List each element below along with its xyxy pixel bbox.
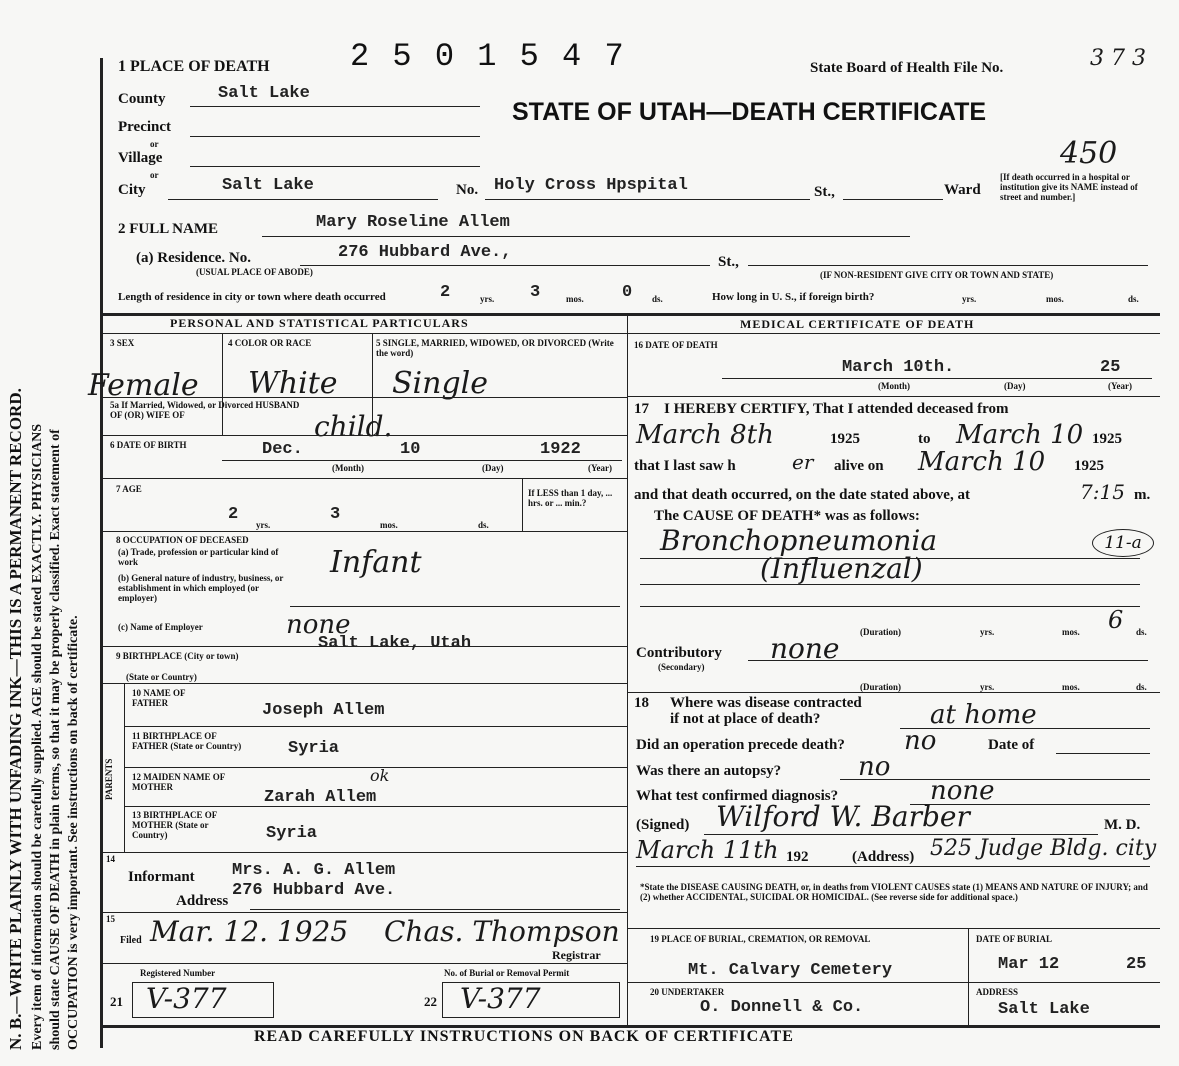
informant-address-value: 276 Hubbard Ave. xyxy=(232,881,396,900)
test-confirmed-value: none xyxy=(930,776,995,806)
informant-address-label: Address xyxy=(176,893,229,909)
street-label: St., xyxy=(814,184,835,200)
date-of-death-label: 16 DATE OF DEATH xyxy=(634,340,718,350)
age-years: 2 xyxy=(228,505,239,524)
place-of-death-label: 1 PLACE OF DEATH xyxy=(118,58,270,75)
dob-year: 1922 xyxy=(540,440,581,459)
attended-from: March 8th xyxy=(636,420,774,450)
certify-statement: I HEREBY CERTIFY, That I attended deceased from xyxy=(664,401,1009,417)
registered-number-label: Registered Number xyxy=(140,968,216,978)
occupation-label: 8 OCCUPATION OF DECEASED xyxy=(116,535,249,545)
where-contracted-value: at home xyxy=(930,700,1037,730)
father-label: 10 NAME OF FATHER xyxy=(132,688,186,708)
where-contracted-label: Where was disease contracted xyxy=(670,695,862,711)
spouse-value: child. xyxy=(314,410,393,443)
sex-label: 3 SEX xyxy=(110,338,135,348)
signed-date: March 11th xyxy=(636,836,779,864)
death-certificate: N. B.—WRITE PLAINLY WITH UNFADING INK—THIS IS A PERMANENT RECORD. Every item of information should be carefully supplied. AGE should be stated EXACTLY. PHYSICIANS should state CAUSE OF DEATH in plain terms, so that it may be properly classified. Exact statement of OCCUPATION is very important. See instructions on back of certificate. 1 PLACE OF DEATH 2 5 0 1 5 4 7 State Board of Health File No. 3 7 3 STATE OF UTAH—DEATH CERTIFICATE 450 County Salt Lake Precinct or Village or City Salt Lake No. Holy Cross Hpspital St., Ward [If death occurred in a hospital or institution give its NAME instead of street and number.] 2 FULL NAME Mary Roseline Allem (a) Residence. No. 276 Hubbard Ave., St., (USUAL PLACE OF ABODE) (IF NON-RESIDENT GIVE CITY OR TOWN AND STATE) Length of residence in city or town where death occurred 2 yrs. 3 mos. 0 ds. How long in U. S., if foreign birth? yrs. mos. ds. PERSONAL AND STATISTICAL PARTICULARS 3 SEX Female 4 COLOR OR RACE White 5 SINGLE, MARRIED, WIDOWED, OR DIVORCED (Write the word) Single 5a If Married, Widowed, or Divorced HUSBAND OF (OR) WIFE OF child. 6 DATE OF BIRTH Dec. 10 1922 (Month) (Day) (Year) 7 AGE 2 yrs. 3 mos. ds. If LESS than 1 day, ... hrs. or ... min.? 8 OCCUPATION OF DECEASED (a) Trade, profession or particular kind of work (b) General nature of industry, business, or establishment in which employed (or employer) Infant (c) Name of Employer none 9 BIRTHPLACE (City or town) Salt Lake, Utah (State or Country) PARENTS 10 NAME OF FATHER Joseph Allem 11 BIRTHPLACE OF FATHER (State or Country) Syria 12 MAIDEN NAME OF MOTHER ok Zarah Allem 13 BIRTHPLACE OF MOTHER (State or Country) Syria 14 Informant Mrs. A. G. Allem 276 Hubbard Ave. Address 15 Filed Mar. 12. 1925 Chas. Thompson Registrar Registered Number No. of Burial or Removal Permit 21 V-377 22 V-377 MEDICAL CERTIFICATE OF DEATH 16 DATE OF DEATH March 10th. 25 (Month) (Day) (Year) 17 I HEREBY CERTIFY, That I attended deceased from March 8th 1925 to March 10 1925 that I last saw h er alive on March 10 1925 and that death occurred, on the date stated above, at 7:15 m. The CAUSE OF DEATH* was as follows: Bronchopneumonia 11-a (Influenzal) (Duration) yrs. mos. 6 ds. Contributory (Secondary) none (Duration) yrs. mos. ds. 18 Where was disease contracted if not at place of death? at home Did an operation precede death? no Date of Was there an autopsy? no What test confirmed diagnosis? none (Signed) Wilford W. Barber M. D. March 11th 192 (Address) 525 Judge Bldg. city *State the DISEASE CAUSING DEATH, or, in deaths from VIOLENT CAUSES state (1) MEANS AND NATURE OF INJURY; and (2) whether ACCIDENTAL, SUICIDAL OR HOMICIDAL. (See reverse side for additional space.) 19 PLACE OF BURIAL, CREMATION, OR REMOVAL Mt. Calvary Cemetery DATE OF BURIAL Mar 12 25 20 UNDERTAKER O. Donnell & Co. ADDRESS Salt Lake READ CAREFULLY INSTRUCTIONS ON BACK OF CERTIFICATE xyxy=(0,0,1179,1066)
age-label: 7 AGE xyxy=(116,484,142,494)
color-label: 4 COLOR OR RACE xyxy=(228,338,312,348)
burial-place-label: 19 PLACE OF BURIAL, CREMATION, OR REMOVAL xyxy=(650,934,871,944)
cause-of-death-label: The CAUSE OF DEATH* was as follows: xyxy=(654,508,920,524)
hospital-value: Holy Cross Hpspital xyxy=(494,176,688,195)
undertaker-value: O. Donnell & Co. xyxy=(700,998,864,1017)
dob-month: Dec. xyxy=(262,440,303,459)
death-month: March 10th. xyxy=(842,358,955,377)
village-label: Village xyxy=(118,150,163,166)
registered-number-value: V-377 xyxy=(146,982,227,1015)
center-divider xyxy=(627,315,628,1025)
ok-mark: ok xyxy=(370,766,390,785)
death-occurred-label: and that death occurred, on the date stated above, at xyxy=(634,487,970,503)
margin-note-3: should state CAUSE OF DEATH in plain terms, so that it may be properly classified. Exact statement of xyxy=(48,429,63,1050)
permit-number-value: V-377 xyxy=(460,982,541,1015)
filed-label: Filed xyxy=(120,935,142,946)
precinct-label: Precinct xyxy=(118,119,172,135)
residence-street-label: St., xyxy=(718,254,739,270)
section-header-line xyxy=(100,333,1160,334)
left-border xyxy=(100,58,103,1048)
footnote: *State the DISEASE CAUSING DEATH, or, in deaths from VIOLENT CAUSES state (1) MEANS AND NATURE OF INJURY; and (2) whether ACCIDENTAL, SUICIDAL OR HOMICIDAL. (See reverse side for additional space.) xyxy=(640,882,1148,902)
certificate-number: 2 5 0 1 5 4 7 xyxy=(350,38,626,75)
county-label: County xyxy=(118,91,166,107)
margin-note-2: Every item of information should be carefully supplied. AGE should be stated EXACTLY. PHYSICIANS xyxy=(30,423,45,1050)
registration-number: 450 xyxy=(1060,136,1118,171)
attended-to: March 10 xyxy=(956,420,1084,450)
residence-label: (a) Residence. No. xyxy=(136,250,251,266)
age-months: 3 xyxy=(330,505,341,524)
cause-primary: Bronchopneumonia xyxy=(660,524,938,557)
mother-birthplace-label: 13 BIRTHPLACE OF MOTHER (State or Country) xyxy=(132,810,217,840)
cause-secondary: (Influenzal) xyxy=(760,552,923,585)
dob-label: 6 DATE OF BIRTH xyxy=(110,440,187,450)
personal-section-header: PERSONAL AND STATISTICAL PARTICULARS xyxy=(170,316,469,330)
certificate-title: STATE OF UTAH—DEATH CERTIFICATE xyxy=(512,98,987,126)
registrar-label: Registrar xyxy=(552,948,601,962)
last-seen-alive-date: March 10 xyxy=(918,447,1046,477)
burial-place-value: Mt. Calvary Cemetery xyxy=(688,961,893,980)
burial-permit-label: No. of Burial or Removal Permit xyxy=(444,968,570,978)
operation-label: Did an operation precede death? xyxy=(636,737,845,753)
marital-value: Single xyxy=(392,366,489,401)
medical-section-header: MEDICAL CERTIFICATE OF DEATH xyxy=(740,317,975,331)
autopsy-value: no xyxy=(858,752,891,782)
undertaker-address-label: ADDRESS xyxy=(976,987,1019,997)
sex-value: Female xyxy=(88,368,199,403)
parents-label: PARENTS xyxy=(104,758,114,800)
mother-value: Zarah Allem xyxy=(264,788,377,807)
occupation-value: Infant xyxy=(330,545,422,580)
residence-value: 276 Hubbard Ave., xyxy=(338,243,512,262)
employer-label: (c) Name of Employer xyxy=(118,622,203,632)
dob-day: 10 xyxy=(400,440,421,459)
contributory-label: Contributory xyxy=(636,645,722,661)
city-label: City xyxy=(118,182,146,198)
ward-note: [If death occurred in a hospital or institution give its NAME instead of street and number.] xyxy=(1000,172,1138,202)
length-residence-label: Length of residence in city or town where death occurred xyxy=(118,291,386,303)
death-year: 25 xyxy=(1100,358,1121,377)
usual-abode-label: (USUAL PLACE OF ABODE) xyxy=(196,267,313,277)
last-saw-label: that I last saw h xyxy=(634,458,736,474)
color-value: White xyxy=(248,366,338,401)
burial-date-label: DATE OF BURIAL xyxy=(976,934,1053,944)
burial-date-value: Mar 12 xyxy=(998,955,1060,974)
marital-label: 5 SINGLE, MARRIED, WIDOWED, OR DIVORCED (Write the word) xyxy=(376,338,614,358)
footer-instructions: READ CAREFULLY INSTRUCTIONS ON BACK OF CERTIFICATE xyxy=(254,1028,794,1045)
time-of-death: 7:15 xyxy=(1080,480,1125,504)
father-value: Joseph Allem xyxy=(262,701,385,720)
signed-label: (Signed) xyxy=(636,817,690,833)
board-file-label: State Board of Health File No. xyxy=(810,60,1004,76)
autopsy-label: Was there an autopsy? xyxy=(636,763,782,779)
father-birthplace-value: Syria xyxy=(288,739,340,758)
test-confirmed-label: What test confirmed diagnosis? xyxy=(636,788,839,804)
father-birthplace-label: 11 BIRTHPLACE OF FATHER (State or Country) xyxy=(132,731,242,751)
birthplace-label: 9 BIRTHPLACE (City or town) xyxy=(116,651,239,661)
board-file-number: 3 7 3 xyxy=(1090,46,1146,71)
physician-address: 525 Judge Bldg. city xyxy=(930,836,1157,861)
mother-label: 12 MAIDEN NAME OF MOTHER xyxy=(132,772,225,792)
contributory-value: none xyxy=(770,632,840,665)
less-than-day-label: If LESS than 1 day, ... hrs. or ... min.? xyxy=(528,488,613,508)
undertaker-label: 20 UNDERTAKER xyxy=(650,987,725,997)
full-name-value: Mary Roseline Allem xyxy=(316,213,510,232)
mother-birthplace-value: Syria xyxy=(266,824,318,843)
informant-label: Informant xyxy=(128,869,195,885)
margin-note-1: N. B.—WRITE PLAINLY WITH UNFADING INK—THIS IS A PERMANENT RECORD. xyxy=(6,388,25,1050)
ward-label: Ward xyxy=(944,182,981,198)
margin-note-4: OCCUPATION is very important. See instructions on back of certificate. xyxy=(66,615,81,1050)
duration-days: 6 xyxy=(1108,606,1124,634)
street-no-label: No. xyxy=(456,182,479,198)
registrar-signature: Chas. Thompson xyxy=(384,915,620,948)
nonresident-label: (IF NON-RESIDENT GIVE CITY OR TOWN AND STATE) xyxy=(820,270,1054,280)
operation-value: no xyxy=(904,726,937,756)
birthplace-value: Salt Lake, Utah xyxy=(318,634,472,653)
employer-value: none xyxy=(286,610,351,640)
us-residence-label: How long in U. S., if foreign birth? xyxy=(712,291,875,303)
city-value: Salt Lake xyxy=(222,176,314,195)
cause-code: 11-a xyxy=(1092,529,1154,557)
physician-signature: Wilford W. Barber xyxy=(716,800,970,833)
burial-year-value: 25 xyxy=(1126,955,1147,974)
county-value: Salt Lake xyxy=(218,84,310,103)
informant-value: Mrs. A. G. Allem xyxy=(232,861,396,880)
spouse-label: 5a If Married, Widowed, or Divorced HUSBAND OF (OR) WIFE OF xyxy=(110,400,300,420)
full-name-label: 2 FULL NAME xyxy=(118,221,219,237)
filed-date: Mar. 12. 1925 xyxy=(150,915,349,948)
undertaker-address-value: Salt Lake xyxy=(998,1000,1090,1019)
